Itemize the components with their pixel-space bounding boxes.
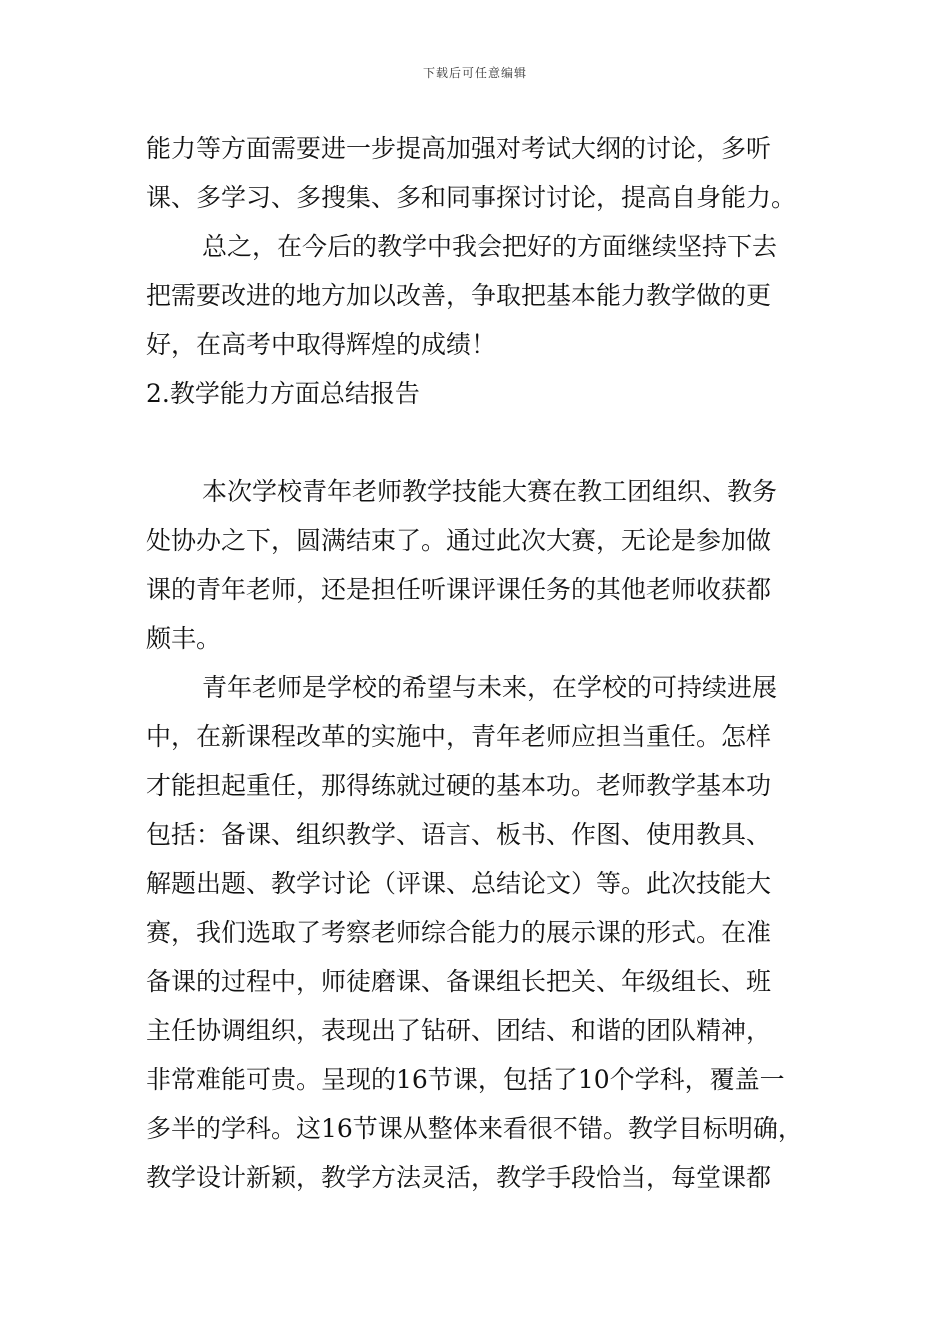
text-line: 青年老师是学校的希望与未来，在学校的可持续进展 — [202, 673, 778, 702]
text-line: 教学设计新颖，教学方法灵活，教学手段恰当，每堂课都 — [146, 1163, 772, 1192]
text-line: 把需要改进的地方加以改善，争取把基本能力教学做的更 — [146, 281, 772, 310]
text-line: 备课的过程中，师徒磨课、备课组长把关、年级组长、班 — [146, 967, 772, 996]
text-line: 非常难能可贵。呈现的16节课，包括了10个学科，覆盖一 — [146, 1065, 785, 1094]
text-line: 处协办之下，圆满结束了。通过此次大赛，无论是参加做 — [146, 526, 772, 555]
text-line: 课、多学习、多搜集、多和同事探讨讨论，提高自身能力。 — [146, 183, 797, 212]
document-body — [146, 124, 826, 1202]
header-note: 下载后可任意编辑 — [422, 66, 527, 80]
section-heading: 2.教学能力方面总结报告 — [146, 379, 420, 408]
text-line: 好，在高考中取得辉煌的成绩！ — [146, 330, 497, 359]
text-line: 总之，在今后的教学中我会把好的方面继续坚持下去 — [202, 232, 778, 261]
text-line: 能力等方面需要进一步提高加强对考试大纲的讨论，多听 — [146, 134, 772, 163]
text-line: 课的青年老师，还是担任听课评课任务的其他老师收获都 — [146, 575, 772, 604]
text-line: 中，在新课程改革的实施中，青年老师应担当重任。怎样 — [146, 722, 772, 751]
text-line: 包括：备课、组织教学、语言、板书、作图、使用教具、 — [146, 820, 772, 849]
text-line: 本次学校青年老师教学技能大赛在教工团组织、教务 — [202, 477, 778, 506]
blank-gap — [146, 418, 826, 467]
text-line: 主任协调组织，表现出了钻研、团结、和谐的团队精神， — [146, 1016, 772, 1045]
text-line: 解题出题、教学讨论（评课、总结论文）等。此次技能大 — [146, 869, 772, 898]
text-line: 颇丰。 — [146, 624, 222, 653]
text-line: 赛，我们选取了考察老师综合能力的展示课的形式。在准 — [146, 918, 772, 947]
text-line: 才能担起重任，那得练就过硬的基本功。老师教学基本功 — [146, 771, 772, 800]
text-line: 多半的学科。这16节课从整体来看很不错。教学目标明确， — [146, 1114, 803, 1143]
